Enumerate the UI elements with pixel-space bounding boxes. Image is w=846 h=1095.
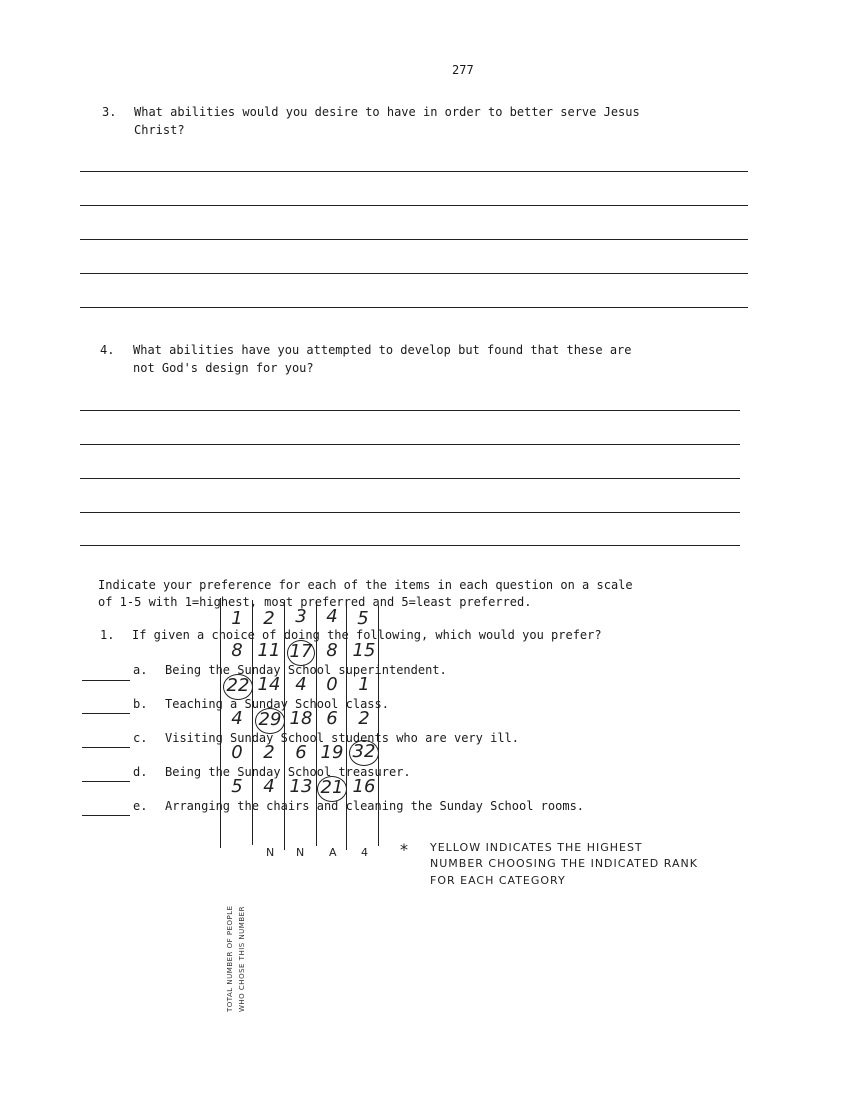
- q4-answer-line-3[interactable]: [80, 478, 740, 479]
- item-c-letter: c.: [133, 731, 148, 745]
- item-c-text: Visiting Sunday School students who are very ill.: [165, 731, 520, 745]
- tally-b-rank1: 22: [223, 674, 253, 700]
- q4-answer-line-4[interactable]: [80, 512, 740, 513]
- tally-e-rank5: 16: [352, 776, 376, 797]
- tally-c-rank5: 2: [358, 708, 370, 729]
- q3-text-line1: What abilities would you desire to have in order to better serve Jesus: [134, 105, 640, 119]
- q3-answer-line-2[interactable]: [80, 205, 748, 206]
- tally-d-rank2: 2: [263, 742, 275, 763]
- q1-number: 1.: [100, 628, 115, 642]
- item-a-letter: a.: [133, 663, 148, 677]
- tally-d-rank4: 19: [320, 742, 344, 763]
- tally-column-line-2: [252, 600, 253, 845]
- instructions-line2: of 1-5 with 1=highest, most preferred and 5=least preferred.: [98, 595, 532, 609]
- tally-a-rank3: 17: [287, 640, 315, 666]
- item-b-text: Teaching a Sunday School class.: [165, 697, 389, 711]
- rank-header-2: 2: [263, 608, 275, 629]
- instructions-line1: Indicate your preference for each of the items in each question on a scale: [98, 578, 633, 592]
- tally-c-rank1: 4: [231, 708, 243, 729]
- item-b-letter: b.: [133, 697, 148, 711]
- note-line2: NUMBER CHOOSING THE INDICATED RANK: [430, 857, 698, 870]
- q1-text: If given a choice of doing the following, which would you prefer?: [132, 628, 602, 642]
- tally-e-rank2: 4: [263, 776, 275, 797]
- item-a-text: Being the Sunday School superintendent.: [165, 663, 447, 677]
- note-star: *: [400, 840, 408, 859]
- tally-b-rank2: 14: [257, 674, 281, 695]
- item-d-letter: d.: [133, 765, 148, 779]
- tally-column-line-1: [220, 598, 221, 848]
- tally-e-rank3: 13: [289, 776, 313, 797]
- q4-text-line1: What abilities have you attempted to develop but found that these are: [133, 343, 632, 357]
- bottom-mark-1: N: [266, 846, 275, 859]
- page-number: 277: [452, 63, 474, 77]
- q4-answer-line-1[interactable]: [80, 410, 740, 411]
- rank-header-1: 1: [231, 608, 243, 629]
- bottom-mark-3: A: [329, 846, 337, 859]
- item-e-text: Arranging the chairs and cleaning the Sunday School rooms.: [165, 799, 585, 813]
- tally-e-rank1: 5: [231, 776, 243, 797]
- tally-d-rank5: 32: [349, 740, 379, 766]
- note-line1: YELLOW INDICATES THE HIGHEST: [430, 841, 643, 854]
- tally-c-rank2: 29: [255, 708, 285, 734]
- bottom-mark-4: 4: [361, 846, 368, 859]
- tally-b-rank3: 4: [295, 674, 307, 695]
- rank-header-4: 4: [326, 606, 338, 627]
- q4-number: 4.: [100, 343, 115, 357]
- item-d-text: Being the Sunday School treasurer.: [165, 765, 411, 779]
- tally-d-rank3: 6: [295, 742, 307, 763]
- q3-answer-line-5[interactable]: [80, 307, 748, 308]
- side-note-line1: TOTAL NUMBER OF PEOPLE: [226, 905, 234, 1012]
- rank-header-5: 5: [357, 608, 369, 629]
- tally-e-rank4: 21: [317, 776, 347, 802]
- q4-text-line2: not God's design for you?: [133, 361, 314, 375]
- tally-d-rank1: 0: [231, 742, 243, 763]
- note-line3: FOR EACH CATEGORY: [430, 874, 566, 887]
- tally-a-rank4: 8: [326, 640, 338, 661]
- tally-a-rank2: 11: [257, 640, 281, 661]
- q3-number: 3.: [102, 105, 117, 119]
- item-d-answer-blank[interactable]: [82, 781, 130, 782]
- q3-text-line2: Christ?: [134, 123, 185, 137]
- q3-answer-line-1[interactable]: [80, 171, 748, 172]
- item-e-answer-blank[interactable]: [82, 815, 130, 816]
- item-b-answer-blank[interactable]: [82, 713, 130, 714]
- tally-a-rank1: 8: [231, 640, 243, 661]
- q4-answer-line-5[interactable]: [80, 545, 740, 546]
- item-e-letter: e.: [133, 799, 148, 813]
- q3-answer-line-3[interactable]: [80, 239, 748, 240]
- rank-header-3: 3: [295, 606, 307, 627]
- tally-a-rank5: 15: [352, 640, 376, 661]
- tally-b-rank5: 1: [358, 674, 370, 695]
- q4-answer-line-2[interactable]: [80, 444, 740, 445]
- bottom-mark-2: N: [296, 846, 305, 859]
- tally-c-rank4: 6: [326, 708, 338, 729]
- tally-b-rank4: 0: [326, 674, 338, 695]
- tally-c-rank3: 18: [289, 708, 313, 729]
- item-c-answer-blank[interactable]: [82, 747, 130, 748]
- q3-answer-line-4[interactable]: [80, 273, 748, 274]
- side-note-line2: WHO CHOSE THIS NUMBER: [238, 906, 246, 1012]
- item-a-answer-blank[interactable]: [82, 680, 130, 681]
